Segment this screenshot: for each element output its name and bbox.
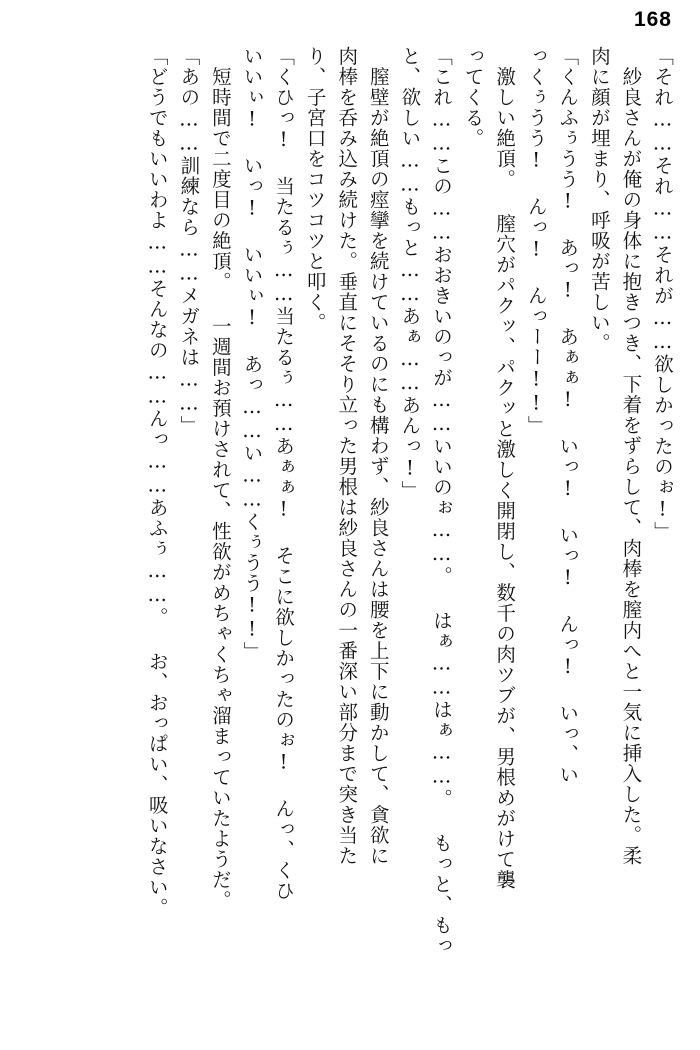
text-line: 「くひっ! 当たるぅ……当たるぅ……あぁぁ! そこに欲しかったのぉ! んっ、くひ [272,46,296,901]
text-line: 「どうでもいいわよ……そんなの……んっ……あふぅ……。 お、おっぱい、吸いなさい。 [145,46,169,918]
text-line: っくぅうう! んっ! んっーー!!」 [524,46,548,436]
text-line: 紗良さんが俺の身体に抱きつき、下着をずらして、肉棒を膣内へと一気に挿入した。柔 [619,46,643,866]
text-line: 「くんふぅうう! あっ! あぁぁ! いっ! いっ! んっ! いっ、い [556,46,580,785]
text-line: ってくる。 [461,46,485,149]
text-line: 激しい絶頂。 膣穴がパクッ、パクッと激しく開閉し、数千の肉ツブが、男根めがけて襲 [493,46,517,890]
text-line: 肉に顔が埋まり、呼吸が苦しい。 [587,46,611,354]
text-line: 肉棒を呑み込み続けた。垂直にそそり立った男根は紗良さんの一番深い部分まで突き当た [335,46,359,866]
text-line: 「あの……訓練なら……メガネは……」 [177,46,201,436]
text-line: 短時間で二度目の絶頂。 一週間お預けされて、性欲がめちゃくちゃ溜まっていたようだ。 [208,46,232,911]
body-text [18,46,678,1034]
text-line: 膣壁が絶頂の痙攣を続けているのにも構わず、紗良さんは腰を上下に動かして、貪欲に [366,46,390,866]
text-line: と、欲しい……もっと……あぁ……あんっ!」 [398,46,422,501]
page-number: 168 [633,8,672,31]
text-line: 「これ……この……おおきいのっが……いいのぉ……。 はぁ……はぁ……。 もっと、もっ [429,46,453,956]
text-line: いいぃ! いっ! いいぃ! あっ……い……くぅうう!!」 [240,46,264,662]
text-line: り、子宮口をコツコツと叩く。 [303,46,327,333]
text-line: 「それ……それ……それが……欲しかったのぉ!」 [651,46,674,542]
